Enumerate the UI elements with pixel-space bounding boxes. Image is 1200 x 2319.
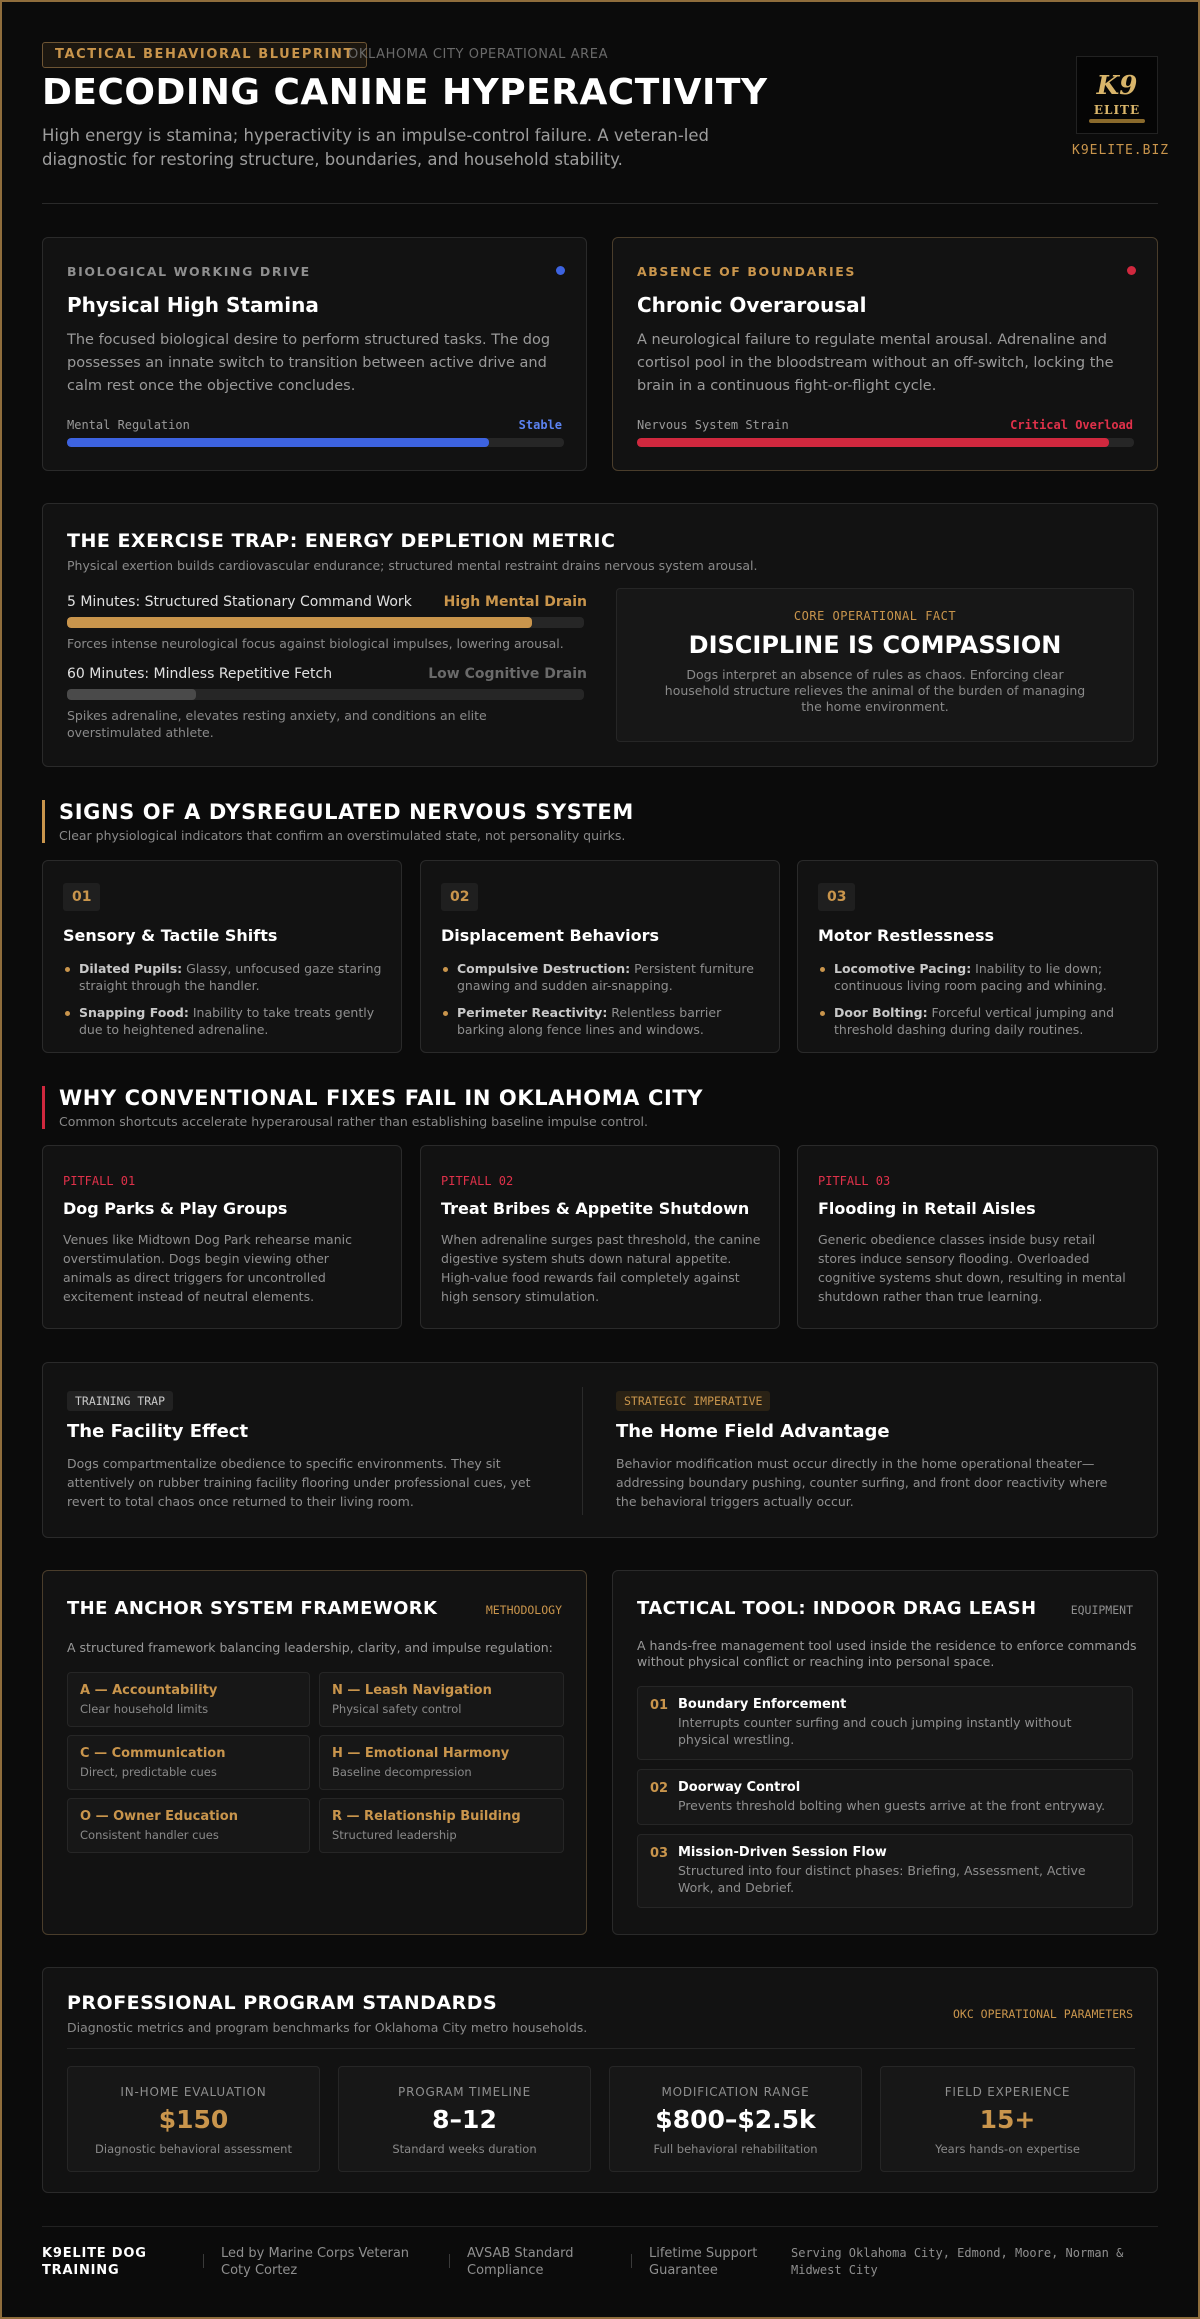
- logo-ribbon: [1089, 119, 1145, 123]
- sign-number: 03: [818, 883, 855, 911]
- sign-list: [63, 960, 383, 1048]
- k9-elite-logo[interactable]: [1076, 56, 1158, 134]
- stat-card: PROGRAM TIMELINE 8–12 Standard weeks duration: [338, 2066, 591, 2172]
- footer-compliance: AVSAB Standard Compliance: [467, 2246, 574, 2278]
- leash-step: 01 Boundary Enforcement Interrupts counter surfing and couch jumping instantly without physical wrestling.: [637, 1686, 1133, 1760]
- stamina-card: [42, 237, 587, 471]
- pitfall-kicker: PITFALL 01: [63, 1174, 136, 1188]
- area-label: OKLAHOMA CITY OPERATIONAL AREA: [348, 47, 609, 62]
- sign-number: 01: [63, 883, 100, 911]
- footer-separator: [203, 2254, 204, 2268]
- meter-label: Mental Regulation: [67, 418, 190, 432]
- stat-card: MODIFICATION RANGE $800–$2.5k Full behavioral rehabilitation: [609, 2066, 862, 2172]
- standards-divider: [67, 2048, 1135, 2049]
- home-field-body: Behavior modification must occur directly in the home operational theater—addressing boundary pushing, counter surfing, and front door reactivity where the behavioral triggers actually occur.: [616, 1456, 1108, 1509]
- fixes-subtitle: Common shortcuts accelerate hyperarousal rather than establishing baseline impulse control.: [59, 1114, 648, 1129]
- trap-pill: TRAINING TRAP: [67, 1391, 173, 1411]
- sign-title: Motor Restlessness: [818, 926, 995, 945]
- alert-dot: [1127, 266, 1136, 275]
- panel-divider: [582, 1387, 583, 1515]
- fact-title: DISCIPLINE IS COMPASSION: [688, 631, 1062, 659]
- sign-item: Snapping Food: Inability to take treats gently due to heightened adrenaline.: [63, 1004, 383, 1038]
- facility-body: Dogs compartmentalize obedience to specific environments. They sit attentively on rubber training facility flooring under professional cues, yet revert to total chaos once returned to their living room.: [67, 1456, 531, 1509]
- anchor-intro: A structured framework balancing leadership, clarity, and impulse regulation:: [67, 1640, 553, 1655]
- anchor-item: H — Emotional Harmony Baseline decompression: [319, 1735, 564, 1790]
- sign-list: [818, 960, 1138, 1048]
- page-subtitle: High energy is stamina; hyperactivity is an impulse-control failure. A veteran-led diagnostic for restoring structure, boundaries, and household stability.: [42, 126, 709, 169]
- sign-title: Displacement Behaviors: [441, 926, 660, 945]
- stamina-body: The focused biological desire to perform structured tasks. The dog possesses an innate switch to transition between active drive and calm rest once the objective concludes.: [67, 332, 551, 394]
- pitfall-body: Generic obedience classes inside busy retail stores induce sensory flooding. Overloaded cognitive systems shut down, resulting in mental shutdown rather than true learning.: [818, 1232, 1126, 1304]
- page-title: DECODING CANINE HYPERACTIVITY: [42, 72, 768, 113]
- pitfall-title: Treat Bribes & Appetite Shutdown: [441, 1199, 750, 1218]
- footer-separator: [449, 2254, 450, 2268]
- fact-body: Dogs interpret an absence of rules as chaos. Enforcing clear household structure relieves the animal of the burden of managing the home environment.: [664, 667, 1086, 714]
- signs-section-header: [42, 800, 634, 843]
- anchor-item: R — Relationship Building Structured leadership: [319, 1798, 564, 1853]
- pitfall-card: [42, 1145, 402, 1329]
- pitfall-body: Venues like Midtown Dog Park rehearse manic overstimulation. Dogs begin viewing other animals as direct triggers for uncontrolled excitement instead of neutral elements.: [63, 1232, 352, 1304]
- site-link[interactable]: K9ELITE.BIZ: [1072, 143, 1170, 158]
- imperative-pill: STRATEGIC IMPERATIVE: [616, 1391, 770, 1411]
- sign-list: [441, 960, 761, 1048]
- strain-meter: [637, 438, 1134, 447]
- meter-status: Stable: [518, 418, 562, 432]
- stamina-title: Physical High Stamina: [67, 293, 319, 317]
- drag-leash-panel: [612, 1570, 1158, 1935]
- signs-subtitle: Clear physiological indicators that confirm an overstimulated state, not personality quirks.: [59, 828, 626, 843]
- overarousal-title: Chronic Overarousal: [637, 293, 867, 317]
- logo-sub: ELITE: [1093, 103, 1141, 117]
- strain-meter-fill: [637, 438, 1109, 447]
- footer-guarantee: Lifetime Support Guarantee: [649, 2246, 758, 2278]
- leash-intro: A hands-free management tool used inside the residence to enforce commands without physical conflict or reaching into personal space.: [637, 1638, 1137, 1669]
- standards-subtitle: Diagnostic metrics and program benchmarks for Oklahoma City metro households.: [67, 2020, 588, 2035]
- stat-card: FIELD EXPERIENCE 15+ Years hands-on expertise: [880, 2066, 1135, 2172]
- sign-card: [797, 860, 1158, 1053]
- overarousal-card: [612, 237, 1158, 471]
- signs-title: SIGNS OF A DYSREGULATED NERVOUS SYSTEM: [59, 800, 634, 824]
- sign-item: Compulsive Destruction: Persistent furniture gnawing and sudden air-snapping.: [441, 960, 761, 994]
- anchor-item: N — Leash Navigation Physical safety control: [319, 1672, 564, 1727]
- pitfall-kicker: PITFALL 03: [818, 1174, 891, 1188]
- footer-veteran: Led by Marine Corps Veteran Coty Cortez: [221, 2246, 410, 2278]
- anchor-title: THE ANCHOR SYSTEM FRAMEWORK: [67, 1598, 438, 1619]
- drain-meter: [67, 617, 584, 628]
- core-fact-box: [616, 588, 1134, 742]
- facility-pill-wrap: [67, 1390, 173, 1411]
- drain-meter-fill: [67, 689, 196, 700]
- fact-kicker: CORE OPERATIONAL FACT: [793, 609, 957, 623]
- regulation-meter: [67, 438, 564, 447]
- regulation-meter-fill: [67, 438, 489, 447]
- anchor-framework-panel: [42, 1570, 587, 1935]
- drain-meter: [67, 689, 584, 700]
- logo-mark: K9: [1096, 71, 1138, 101]
- drain-meter-fill: [67, 617, 532, 628]
- standards-label: OKC OPERATIONAL PARAMETERS: [952, 2007, 1133, 2021]
- exercise-title: THE EXERCISE TRAP: ENERGY DEPLETION METRIC: [67, 530, 616, 552]
- footer-serving: Serving Oklahoma City, Edmond, Moore, Norman & Midwest City: [791, 2246, 1124, 2277]
- leash-step: 03 Mission-Driven Session Flow Structured into four distinct phases: Briefing, Assessment, Active Work, and Debrief.: [637, 1834, 1133, 1908]
- drain-row-status: High Mental Drain: [443, 594, 587, 610]
- overarousal-kicker: ABSENCE OF BOUNDARIES: [637, 264, 857, 279]
- stat-card: IN-HOME EVALUATION $150 Diagnostic behavioral assessment: [67, 2066, 320, 2172]
- imperative-pill-wrap: [616, 1390, 770, 1411]
- pitfall-body: When adrenaline surges past threshold, the canine digestive system shuts down natural appetite. High-value food rewards fail completely against high sensory stimulation.: [441, 1232, 761, 1304]
- meter-status: Critical Overload: [1010, 418, 1133, 432]
- drain-row-label: 5 Minutes: Structured Stationary Command Work: [67, 594, 412, 610]
- drain-row-label: 60 Minutes: Mindless Repetitive Fetch: [67, 666, 333, 682]
- pitfall-title: Flooding in Retail Aisles: [818, 1199, 1036, 1218]
- standards-panel: [42, 1967, 1158, 2193]
- sign-item: Perimeter Reactivity: Relentless barrier barking along fence lines and windows.: [441, 1004, 761, 1038]
- status-dot: [556, 266, 565, 275]
- footer-brand: K9ELITE DOG TRAINING: [42, 2246, 147, 2278]
- anchor-item: A — Accountability Clear household limits: [67, 1672, 310, 1727]
- exercise-trap-panel: [42, 503, 1158, 767]
- sign-card: [420, 860, 780, 1053]
- facility-title: The Facility Effect: [67, 1421, 249, 1442]
- drain-row-desc: Spikes adrenaline, elevates resting anxiety, and conditions an elite overstimulated athlete.: [67, 708, 487, 740]
- pitfall-title: Dog Parks & Play Groups: [63, 1199, 288, 1218]
- leash-label: EQUIPMENT: [1070, 1603, 1133, 1617]
- footer-separator: [631, 2254, 632, 2268]
- home-field-title: The Home Field Advantage: [616, 1421, 890, 1442]
- sign-title: Sensory & Tactile Shifts: [63, 926, 278, 945]
- facility-panel: [42, 1362, 1158, 1538]
- leash-step: 02 Doorway Control Prevents threshold bolting when guests arrive at the front entryway.: [637, 1769, 1133, 1825]
- anchor-item: O — Owner Education Consistent handler cues: [67, 1798, 310, 1853]
- overarousal-body: A neurological failure to regulate mental arousal. Adrenaline and cortisol pool in the bloodstream without an off-switch, locking the brain in a continuous fight-or-flight cycle.: [637, 332, 1114, 394]
- pitfall-card: [420, 1145, 780, 1329]
- pitfall-kicker: PITFALL 02: [441, 1174, 514, 1188]
- footer-divider: [42, 2226, 1158, 2227]
- pitfall-card: [797, 1145, 1158, 1329]
- standards-title: PROFESSIONAL PROGRAM STANDARDS: [67, 1992, 498, 2014]
- sign-item: Door Bolting: Forceful vertical jumping and threshold dashing during daily routines.: [818, 1004, 1138, 1038]
- exercise-subtitle: Physical exertion builds cardiovascular endurance; structured mental restraint drains nervous system arousal.: [67, 558, 758, 573]
- sign-card: [42, 860, 402, 1053]
- drain-row-status: Low Cognitive Drain: [428, 666, 587, 682]
- anchor-label: METHODOLOGY: [485, 1603, 562, 1617]
- header-tag: TACTICAL BEHAVIORAL BLUEPRINT: [42, 42, 367, 68]
- sign-item: Locomotive Pacing: Inability to lie down; continuous living room pacing and whining.: [818, 960, 1138, 994]
- header-divider: [42, 203, 1158, 204]
- fixes-title: WHY CONVENTIONAL FIXES FAIL IN OKLAHOMA CITY: [59, 1086, 704, 1110]
- sign-item: Dilated Pupils: Glassy, unfocused gaze staring straight through the handler.: [63, 960, 383, 994]
- fixes-section-header: [42, 1086, 703, 1129]
- sign-number: 02: [441, 883, 478, 911]
- stamina-kicker: BIOLOGICAL WORKING DRIVE: [67, 264, 311, 279]
- drain-row-desc: Forces intense neurological focus against biological impulses, lowering arousal.: [67, 636, 564, 651]
- meter-label: Nervous System Strain: [637, 418, 789, 432]
- leash-title: TACTICAL TOOL: INDOOR DRAG LEASH: [637, 1598, 1037, 1619]
- anchor-item: C — Communication Direct, predictable cues: [67, 1735, 310, 1790]
